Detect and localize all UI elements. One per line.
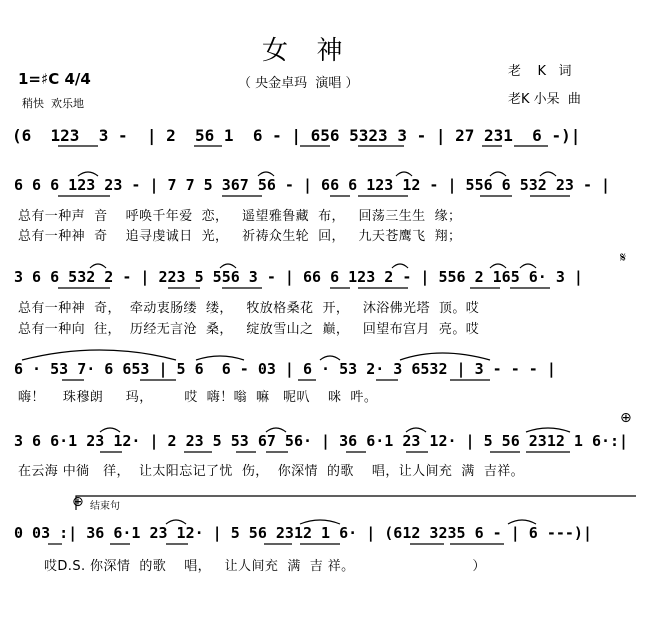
staff-row-2: 6 6 6 123 23 - | 7 7 5 367 56 - | 66 6 123 12 - | 556 6 532 23 - |	[14, 176, 611, 194]
lyricist-credit: 老 K 词	[508, 64, 572, 79]
staff-row-4: 6 · 53 7· 6 653 | 5 6 6 - 03 | 6 · 53 2· 3 6532 | 3 - - - |	[14, 360, 556, 378]
ending-label: 结束句	[90, 501, 120, 512]
lyric-row-5: 在云海 中徜 徉， 让太阳忘记了忧 伤， 你深情 的歌 唱，让人间充 满 吉祥。	[18, 464, 525, 479]
lyric-row-3-verse-1: 总有一种神 奇， 牵动衷肠缕 缕， 牧放格桑花 开， 沐浴佛光塔 顶。哎	[18, 301, 480, 316]
singer-credit: （ 央金卓玛 演唱 ）	[238, 76, 359, 91]
segno-sign: 𝄋	[620, 250, 627, 266]
coda-sign-2: ⊕	[72, 494, 84, 510]
composer-credit: 老K 小呆 曲	[508, 92, 581, 107]
lyric-row-2-verse-1: 总有一种声 音 呼唤千年爱 恋， 遥望雅鲁藏 布， 回荡三生生 缘；	[18, 209, 462, 224]
staff-row-5: 3 6 6·1 23 12· | 2 23 5 53 67 56· | 36 6·1 23 12· | 5 56 2312 1 6·:|	[14, 432, 629, 450]
lyric-row-3-verse-2: 总有一种向 往， 历经无言沧 桑， 绽放雪山之 巅， 回望布宫月 亮。哎	[18, 322, 480, 337]
staff-row-1: (6 123 3 - | 2 56 1 6 - | 656 5323 3 - | 27 231 6 -)|	[12, 126, 581, 145]
staff-row-3: 3 6 6 532 2 - | 223 5 556 3 - | 66 6 123 2 - | 556 2 165 6· 3 |	[14, 268, 583, 286]
lyric-row-4: 嗨！ 珠穆朗 玛， 哎 嗨！嗡 嘛 呢叭 咪 吽。	[18, 390, 378, 405]
tempo-marking: 稍快 欢乐地	[22, 97, 84, 110]
key-signature: 1=♯C 4/4	[18, 70, 91, 88]
lyric-row-2-verse-2: 总有一种神 奇 追寻虔诚日 光， 祈祷众生轮 回， 九天苍鹰飞 翔；	[18, 229, 462, 244]
lyric-row-6: 哎D.S. 你深情 的歌 唱， 让人间充 满 吉 祥。 ）	[44, 559, 486, 574]
staff-row-6: 0 03 :| 36 6·1 23 12· | 5 56 2312 1 6· | (612 3235 6 - | 6 ---)|	[14, 524, 592, 542]
coda-sign-1: ⊕	[620, 410, 632, 426]
song-title: 女 神	[262, 36, 347, 66]
